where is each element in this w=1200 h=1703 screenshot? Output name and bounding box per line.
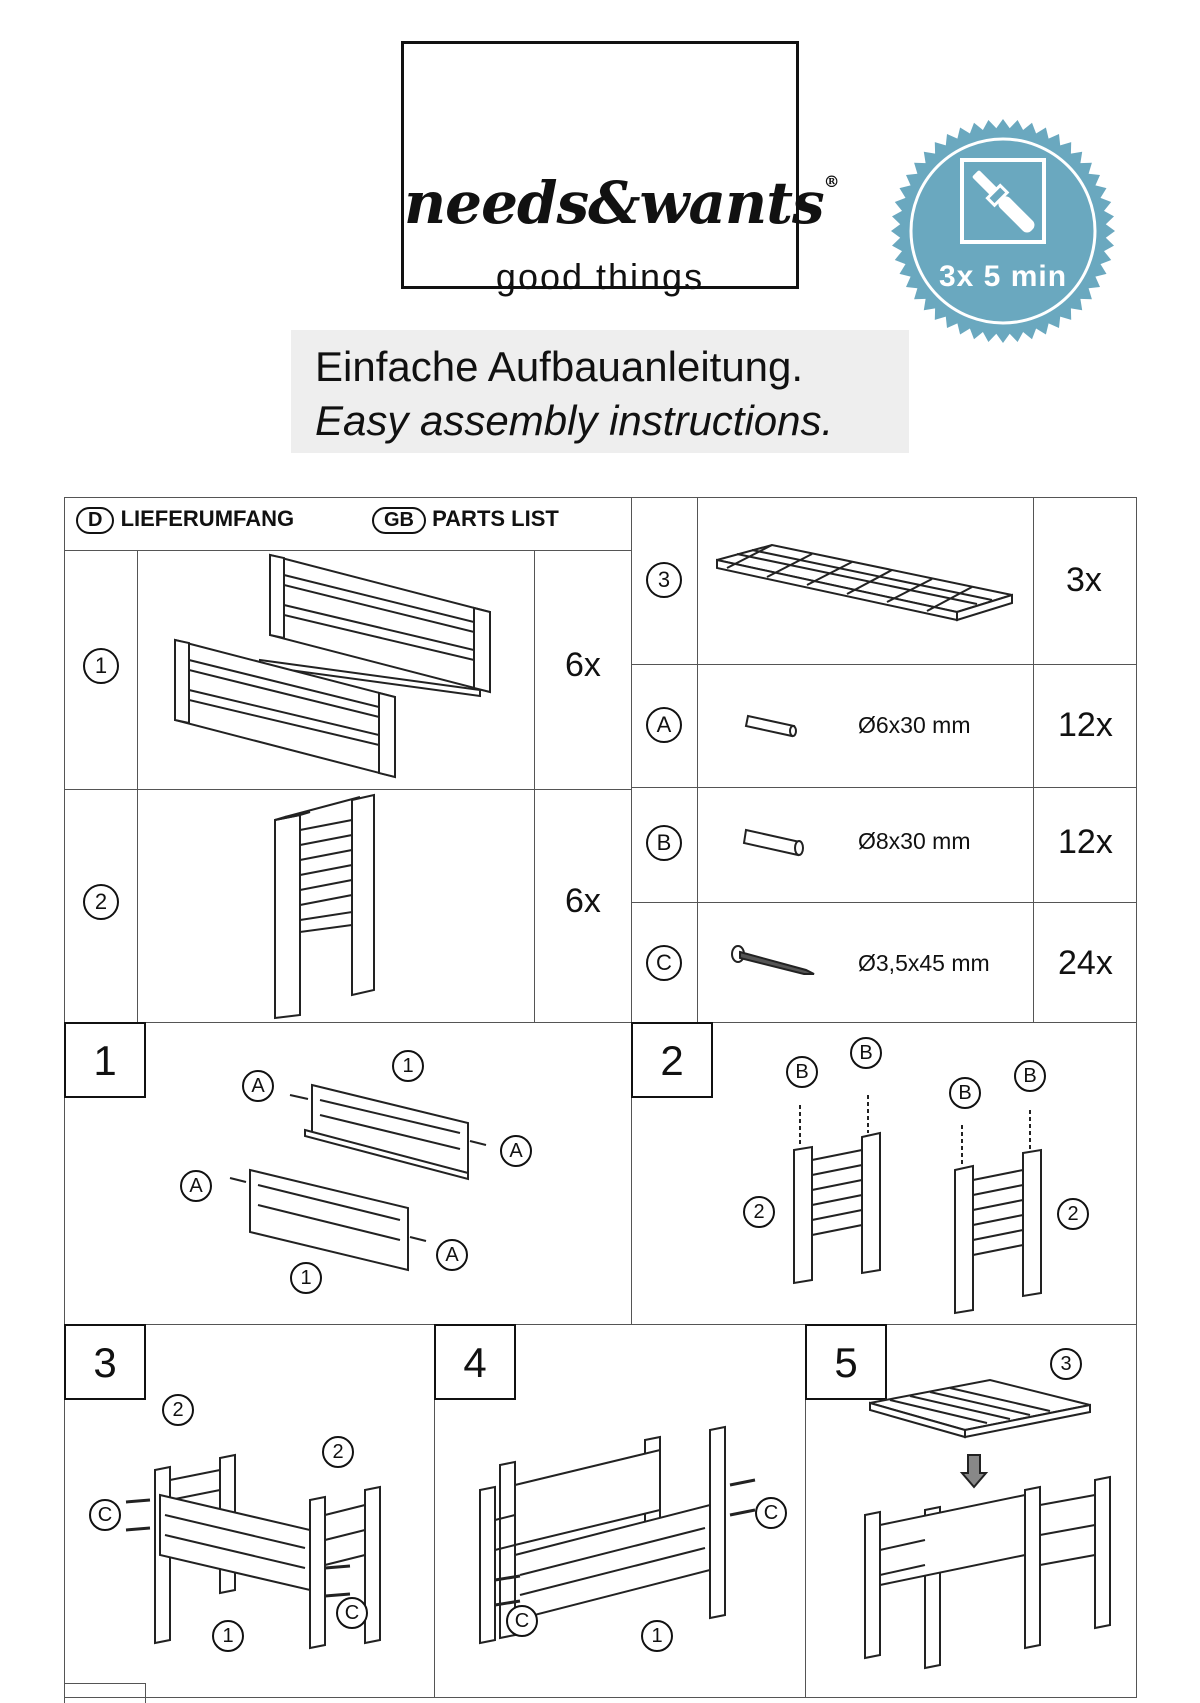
step-1-callout-1a: 1 <box>392 1050 424 1082</box>
step-2-frame-dowels-illustration <box>780 1095 1080 1315</box>
step-3-assembly-illustration <box>120 1440 410 1660</box>
title-german: Einfache Aufbauanleitung. <box>315 343 804 390</box>
step-3-number: 3 <box>64 1324 146 1400</box>
step-5-number: 5 <box>805 1324 887 1400</box>
brand-name: needs&wants® <box>404 169 839 237</box>
step-1-callout-Ad: A <box>436 1239 468 1271</box>
step-1-callout-Aa: A <box>242 1070 274 1102</box>
part-C-id: C <box>646 945 682 981</box>
step-3-callout-2a: 2 <box>162 1394 194 1426</box>
part-A-qty: 12x <box>1058 706 1113 744</box>
step-1-callout-Ac: A <box>180 1170 212 1202</box>
part-3-qty: 3x <box>1066 561 1102 599</box>
step-2-callout-Bd: B <box>1014 1060 1046 1092</box>
parts-header-de: D LIEFERUMFANG <box>76 506 294 534</box>
badge-text: 3x 5 min <box>938 260 1068 293</box>
part-1-side-panel-illustration <box>170 550 500 790</box>
part-3-slatted-top-illustration <box>712 540 1022 630</box>
part-B-spec: Ø8x30 mm <box>858 828 971 854</box>
part-B-id: B <box>646 825 682 861</box>
part-1-id: 1 <box>83 648 119 684</box>
part-B-qty: 12x <box>1058 823 1113 861</box>
step-2-number: 2 <box>631 1022 713 1098</box>
step-2-callout-Ba: B <box>786 1056 818 1088</box>
step-1-number: 1 <box>64 1022 146 1098</box>
screw-icon <box>728 944 818 978</box>
step-5-assembly-illustration <box>850 1375 1120 1675</box>
part-2-id: 2 <box>83 884 119 920</box>
part-A-id: A <box>646 707 682 743</box>
step-2-callout-2a: 2 <box>743 1196 775 1228</box>
part-2-qty: 6x <box>565 882 601 920</box>
step-4-callout-Cb: C <box>506 1605 538 1637</box>
step-4-number: 4 <box>434 1324 516 1400</box>
part-3-id: 3 <box>646 562 682 598</box>
part-2-end-frame-illustration <box>260 790 410 1020</box>
part-C-spec: Ø3,5x45 mm <box>858 950 990 976</box>
brand-tagline: good things <box>495 256 705 297</box>
step-3-callout-2b: 2 <box>322 1436 354 1468</box>
step-1-callout-Ab: A <box>500 1135 532 1167</box>
part-1-qty: 6x <box>565 646 601 684</box>
step-2-callout-Bc: B <box>949 1077 981 1109</box>
step-1-callout-1b: 1 <box>290 1262 322 1294</box>
step-2-callout-Bb: B <box>850 1037 882 1069</box>
step-3-callout-1: 1 <box>212 1620 244 1652</box>
part-C-qty: 24x <box>1058 944 1113 982</box>
part-A-spec: Ø6x30 mm <box>858 712 971 738</box>
step-2-callout-2b: 2 <box>1057 1198 1089 1230</box>
dowel-6mm-icon <box>742 710 802 738</box>
step-3-callout-Ca: C <box>89 1499 121 1531</box>
step-6-number-stub <box>64 1683 146 1703</box>
dowel-8mm-icon <box>740 824 810 858</box>
title-english: Easy assembly instructions. <box>315 397 834 444</box>
step-3-callout-Cb: C <box>336 1597 368 1629</box>
step-4-callout-1: 1 <box>641 1620 673 1652</box>
step-5-callout-3: 3 <box>1050 1348 1082 1380</box>
step-4-callout-Ca: C <box>755 1497 787 1529</box>
parts-header-gb: GB PARTS LIST <box>372 506 559 534</box>
